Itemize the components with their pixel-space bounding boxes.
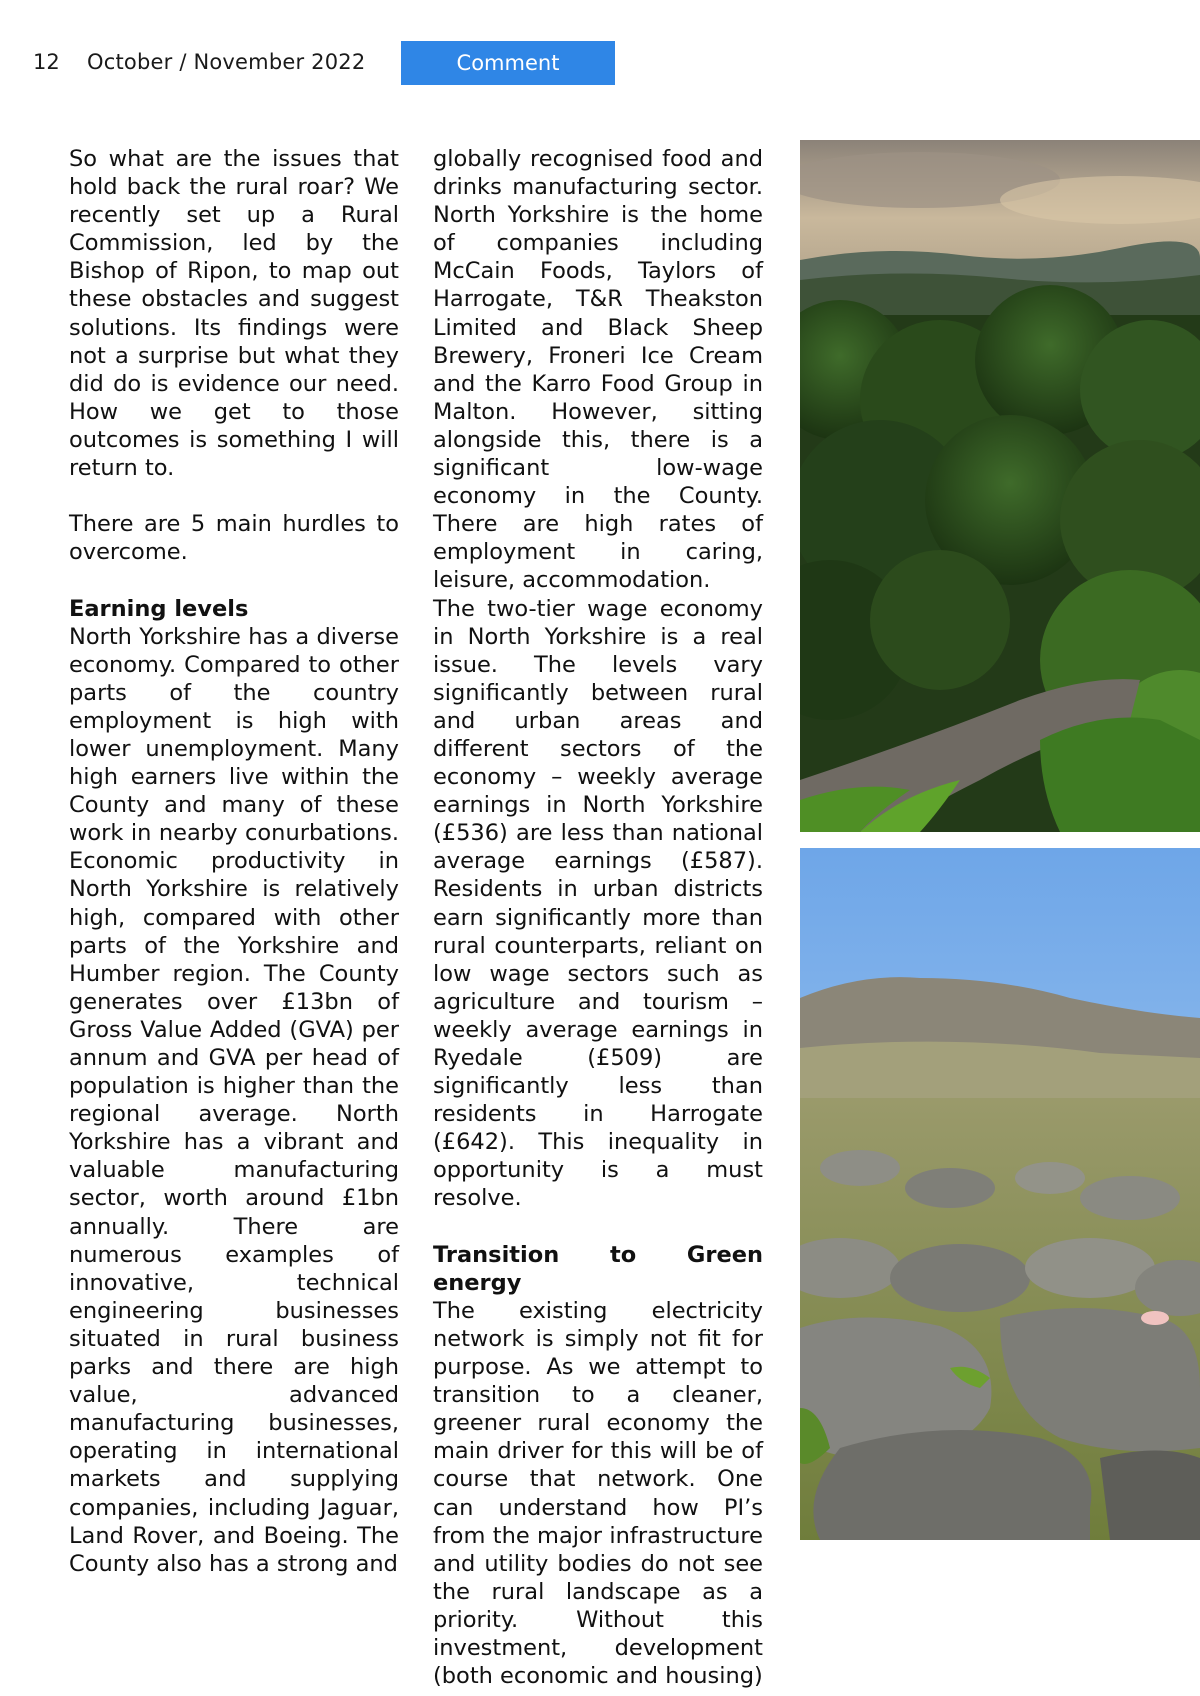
paragraph: The existing electricity network is simply not fit for purpose. As we attempt to transition to a cleaner, greener rural economy the main driver for this will be of course that network. One can understand how PI’s from the major infrastructure and utility bodies do not see the rural landscape as a priority. Without this investment, development (both economic and housing) (433, 1297, 763, 1690)
issue-date: October / November 2022 (87, 50, 366, 74)
paragraph: There are 5 main hurdles to overcome. (69, 511, 399, 566)
limestone-photo-art (800, 848, 1200, 1540)
article-column-2 (433, 145, 763, 1690)
section-label: Comment (456, 51, 560, 75)
limestone-pavement-photo (800, 848, 1200, 1540)
page-number: 12 (33, 50, 60, 74)
paragraph: globally recognised food and drinks manufacturing sector. North Yorkshire is the home of companies including McCain Foods, Taylors of Harrogate, T&R Theakston Limited and Black Sheep Brewery, Froneri Ice Cream and the Karro Food Group in Malton. However, sitting alongside this, there is a significant low-wage economy in the County. There are high rates of employment in caring, leisure, accommodation. (433, 146, 763, 594)
section-heading: Transition to Green energy (433, 1241, 763, 1296)
page-header (0, 0, 1200, 100)
paragraph: So what are the issues that hold back the rural roar? We recently set up a Rural Commission, led by the Bishop of Ripon, to map out these obstacles and suggest solutions. Its findings were not a surprise but what they did do is evidence our need. How we get to those outcomes is something I will return to. (69, 146, 399, 482)
paragraph: North Yorkshire has a diverse economy. Compared to other parts of the country employment is high with lower unemployment. Many high earners live within the County and many of these work in nearby conurbations. Economic productivity in North Yorkshire is relatively high, compared with other parts of the Yorkshire and Humber region. The County generates over £13bn of Gross Value Added (GVA) per annum and GVA per head of population is higher than the regional average. North Yorkshire has a vibrant and valuable manufacturing sector, worth around £1bn annually. There are numerous examples of innovative, technical engineering businesses situated in rural business parks and there are high value, advanced manufacturing businesses, operating in international markets and supplying companies, including Jaguar, Land Rover, and Boeing. The County also has a strong and (69, 623, 399, 1577)
section-tab-comment (401, 41, 615, 85)
forest-photo-art (800, 140, 1200, 832)
article-column-1 (69, 145, 399, 1578)
forest-landscape-photo (800, 140, 1200, 832)
paragraph: The two-tier wage economy in North Yorkshire is a real issue. The levels vary significantly between rural and urban areas and different sectors of the economy – weekly average earnings in North Yorkshire (£536) are less than national average earnings (£587). Residents in urban districts earn significantly more than rural counterparts, reliant on low wage sectors such as agriculture and tourism – weekly average earnings in Ryedale (£509) are significantly less than residents in Harrogate (£642). This inequality in opportunity is a must resolve. (433, 595, 763, 1212)
section-heading: Earning levels (69, 595, 249, 622)
